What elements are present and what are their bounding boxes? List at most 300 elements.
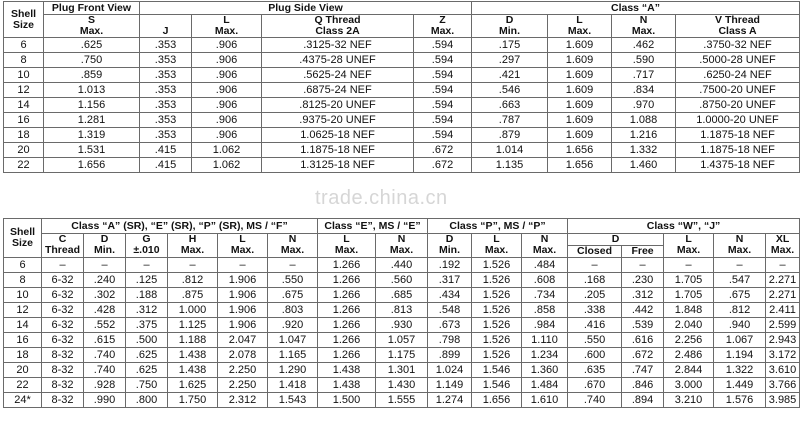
- table-cell: 2.040: [664, 318, 714, 333]
- table-cell: 1.281: [44, 113, 140, 128]
- table-cell: .3750-32 NEF: [676, 38, 800, 53]
- table-cell: 8-32: [42, 393, 84, 408]
- table-cell: .812: [168, 273, 218, 288]
- table2-col-header: N Max.: [268, 234, 318, 258]
- table-cell: .6250-24 NEF: [676, 68, 800, 83]
- table-cell: .353: [140, 113, 192, 128]
- table2-col-header: N Max.: [522, 234, 568, 258]
- table-cell: .734: [522, 288, 568, 303]
- table-cell: 1.906: [218, 273, 268, 288]
- table-cell: 3.985: [766, 393, 800, 408]
- table-row: [4, 318, 800, 333]
- table1-body: [4, 38, 800, 173]
- table-cell: .930: [376, 318, 428, 333]
- table-cell: .984: [522, 318, 568, 333]
- table-cell: .928: [84, 378, 126, 393]
- table-cell: 1.156: [44, 98, 140, 113]
- table-cell: 2.411: [766, 303, 800, 318]
- table-cell: .421: [472, 68, 548, 83]
- table-cell: 1.322: [714, 363, 766, 378]
- table-cell: 1.438: [318, 378, 376, 393]
- table-cell: .625: [44, 38, 140, 53]
- table-cell: –: [766, 258, 800, 273]
- table-cell: .546: [472, 83, 548, 98]
- table-cell: 3.172: [766, 348, 800, 363]
- table-cell: .970: [612, 98, 676, 113]
- table-cell: –: [126, 258, 168, 273]
- table-cell: .8125-20 UNEF: [262, 98, 414, 113]
- table-cell: .920: [268, 318, 318, 333]
- table-cell: 1.656: [44, 158, 140, 173]
- table-cell: .990: [84, 393, 126, 408]
- table-cell: .675: [714, 288, 766, 303]
- table-cell: 1.609: [548, 128, 612, 143]
- table-cell: 1.301: [376, 363, 428, 378]
- table-cell: 2.250: [218, 378, 268, 393]
- table2-col-header: L Max.: [218, 234, 268, 258]
- table-cell: 1.165: [268, 348, 318, 363]
- table-cell: 1.024: [428, 363, 472, 378]
- table-cell: 1.266: [318, 258, 376, 273]
- table-cell: .175: [472, 38, 548, 53]
- table-cell: .125: [126, 273, 168, 288]
- table-cell: –: [664, 258, 714, 273]
- table2-col-header: N Max.: [376, 234, 428, 258]
- table-cell: .740: [84, 348, 126, 363]
- table-cell: 14: [4, 318, 42, 333]
- table-cell: .803: [268, 303, 318, 318]
- table-cell: 1.266: [318, 288, 376, 303]
- table-row: [4, 128, 800, 143]
- table-cell: 22: [4, 158, 44, 173]
- table2-body: [4, 258, 800, 408]
- table-cell: .3125-32 NEF: [262, 38, 414, 53]
- table-cell: .635: [568, 363, 622, 378]
- table-cell: 1.175: [376, 348, 428, 363]
- table2-col-header: XL Max.: [766, 234, 800, 258]
- table-cell: –: [568, 258, 622, 273]
- table-cell: .5625-24 NEF: [262, 68, 414, 83]
- table-cell: 1.319: [44, 128, 140, 143]
- table-cell: .594: [414, 68, 472, 83]
- table-cell: 1.546: [472, 378, 522, 393]
- table1-col-header: L Max.: [192, 15, 262, 38]
- table-cell: .539: [622, 318, 664, 333]
- table-row: [4, 288, 800, 303]
- table-cell: 1.062: [192, 158, 262, 173]
- table-cell: .415: [140, 158, 192, 173]
- table-cell: .859: [44, 68, 140, 83]
- table-cell: 2.078: [218, 348, 268, 363]
- table-cell: .590: [612, 53, 676, 68]
- table-cell: .353: [140, 53, 192, 68]
- table-cell: 1.274: [428, 393, 472, 408]
- table-cell: 2.047: [218, 333, 268, 348]
- table-cell: 1.609: [548, 98, 612, 113]
- table-cell: .338: [568, 303, 622, 318]
- table-row: [4, 83, 800, 98]
- table-cell: 2.486: [664, 348, 714, 363]
- table-cell: .428: [84, 303, 126, 318]
- table-cell: 1.014: [472, 143, 548, 158]
- table-cell: 1.013: [44, 83, 140, 98]
- table-cell: 1.438: [168, 348, 218, 363]
- table-cell: 24*: [4, 393, 42, 408]
- table-cell: .415: [140, 143, 192, 158]
- table1-col-header: L Max.: [548, 15, 612, 38]
- table-row: [4, 333, 800, 348]
- table-cell: 1.460: [612, 158, 676, 173]
- table-cell: 1.750: [168, 393, 218, 408]
- table-cell: 2.943: [766, 333, 800, 348]
- table-cell: .550: [268, 273, 318, 288]
- table-cell: 1.656: [472, 393, 522, 408]
- table-cell: .312: [126, 303, 168, 318]
- table-cell: –: [268, 258, 318, 273]
- table-cell: –: [168, 258, 218, 273]
- table1-col-header: S Max.: [44, 15, 140, 38]
- table-cell: .442: [622, 303, 664, 318]
- table-cell: .750: [44, 53, 140, 68]
- table-cell: 12: [4, 83, 44, 98]
- table2-col-header: Free: [622, 246, 664, 258]
- table-row: [4, 38, 800, 53]
- table-cell: .353: [140, 68, 192, 83]
- table-cell: .560: [376, 273, 428, 288]
- table-cell: 1.1875-18 NEF: [676, 143, 800, 158]
- table-cell: .906: [192, 53, 262, 68]
- table-cell: 1.418: [268, 378, 318, 393]
- table-cell: 6: [4, 258, 42, 273]
- table2-col-header: G ±.010: [126, 234, 168, 258]
- table-row: [4, 363, 800, 378]
- table-cell: 1.656: [548, 158, 612, 173]
- table-cell: 2.271: [766, 288, 800, 303]
- table-cell: .740: [568, 393, 622, 408]
- table-cell: 1.266: [318, 348, 376, 363]
- table-cell: 1.625: [168, 378, 218, 393]
- table-cell: .594: [414, 128, 472, 143]
- table-cell: 1.531: [44, 143, 140, 158]
- table1-column-header-row: [4, 15, 800, 38]
- table-cell: .906: [192, 38, 262, 53]
- table-row: [4, 393, 800, 408]
- table-cell: .879: [472, 128, 548, 143]
- table-cell: 1.555: [376, 393, 428, 408]
- table-cell: 1.360: [522, 363, 568, 378]
- table-cell: .188: [126, 288, 168, 303]
- table-cell: 18: [4, 128, 44, 143]
- table-cell: 1.609: [548, 83, 612, 98]
- table-cell: .940: [714, 318, 766, 333]
- table-cell: 10: [4, 288, 42, 303]
- table-cell: 1.526: [472, 258, 522, 273]
- table-cell: .550: [568, 333, 622, 348]
- table2-group-class-w-j: Class “W”, “J”: [568, 219, 800, 234]
- table-cell: 1.848: [664, 303, 714, 318]
- table-cell: .416: [568, 318, 622, 333]
- table-cell: 1.088: [612, 113, 676, 128]
- table-cell: 1.609: [548, 38, 612, 53]
- table-cell: .297: [472, 53, 548, 68]
- table-cell: .672: [622, 348, 664, 363]
- table-cell: .608: [522, 273, 568, 288]
- table-cell: .375: [126, 318, 168, 333]
- table-cell: 1.906: [218, 318, 268, 333]
- table-row: [4, 158, 800, 173]
- table-cell: 1.609: [548, 113, 612, 128]
- table-cell: .434: [428, 288, 472, 303]
- table-cell: 6-32: [42, 288, 84, 303]
- table-cell: 3.000: [664, 378, 714, 393]
- table1-group-class-a: Class “A”: [472, 2, 800, 15]
- table1-col-header: J: [140, 15, 192, 38]
- table-cell: .787: [472, 113, 548, 128]
- table-cell: 8: [4, 53, 44, 68]
- table-cell: .717: [612, 68, 676, 83]
- table-cell: 1.449: [714, 378, 766, 393]
- table-cell: 1.266: [318, 303, 376, 318]
- table-cell: 2.599: [766, 318, 800, 333]
- table-cell: 2.256: [664, 333, 714, 348]
- table-cell: .813: [376, 303, 428, 318]
- table-cell: 1.906: [218, 288, 268, 303]
- table-cell: .906: [192, 98, 262, 113]
- table-cell: 1.705: [664, 288, 714, 303]
- table-cell: .353: [140, 98, 192, 113]
- table-cell: 20: [4, 363, 42, 378]
- table1-col-header: Z Max.: [414, 15, 472, 38]
- table-row: [4, 273, 800, 288]
- table2-col-header: D Min.: [428, 234, 472, 258]
- table-cell: 2.312: [218, 393, 268, 408]
- table-cell: 3.766: [766, 378, 800, 393]
- table-cell: 3.610: [766, 363, 800, 378]
- table-cell: 1.526: [472, 303, 522, 318]
- table-cell: .672: [414, 158, 472, 173]
- table-cell: .906: [192, 83, 262, 98]
- table-cell: 22: [4, 378, 42, 393]
- table-cell: 1.526: [472, 288, 522, 303]
- table1-group-plug-front-view: Plug Front View: [44, 2, 140, 15]
- table-cell: 1.4375-18 NEF: [676, 158, 800, 173]
- table-cell: .875: [168, 288, 218, 303]
- table2-group-class-p: Class “P”, MS / “P”: [428, 219, 568, 234]
- table-cell: 1.266: [318, 333, 376, 348]
- table-cell: 1.135: [472, 158, 548, 173]
- table-row: [4, 258, 800, 273]
- table-cell: 1.000: [168, 303, 218, 318]
- table-cell: 1.149: [428, 378, 472, 393]
- table-cell: –: [42, 258, 84, 273]
- table-cell: .740: [84, 363, 126, 378]
- table2-col-header: Closed: [568, 246, 622, 258]
- table-cell: 1.546: [472, 363, 522, 378]
- table-cell: .625: [126, 363, 168, 378]
- table-cell: 1.234: [522, 348, 568, 363]
- table-row: [4, 348, 800, 363]
- table2-col-header: H Max.: [168, 234, 218, 258]
- table-cell: 8-32: [42, 348, 84, 363]
- table-cell: .670: [568, 378, 622, 393]
- table-cell: 1.526: [472, 333, 522, 348]
- table2-group-class-e: Class “E”, MS / “E”: [318, 219, 428, 234]
- table-cell: .673: [428, 318, 472, 333]
- table-cell: 6-32: [42, 303, 84, 318]
- table-row: [4, 303, 800, 318]
- table-cell: 1.332: [612, 143, 676, 158]
- table-cell: 1.047: [268, 333, 318, 348]
- table-cell: 1.609: [548, 68, 612, 83]
- table-cell: .4375-28 UNEF: [262, 53, 414, 68]
- table1-col-header: Q Thread Class 2A: [262, 15, 414, 38]
- table-cell: .663: [472, 98, 548, 113]
- table2-col-header: D Min.: [84, 234, 126, 258]
- table-cell: 14: [4, 98, 44, 113]
- table-cell: .240: [84, 273, 126, 288]
- table-cell: –: [84, 258, 126, 273]
- table-cell: .615: [84, 333, 126, 348]
- table-cell: .6875-24 NEF: [262, 83, 414, 98]
- table-cell: 1.500: [318, 393, 376, 408]
- table-cell: .594: [414, 38, 472, 53]
- table-cell: 6: [4, 38, 44, 53]
- table-cell: .462: [612, 38, 676, 53]
- table-cell: 1.438: [318, 363, 376, 378]
- table-cell: –: [714, 258, 766, 273]
- table-cell: 1.0625-18 NEF: [262, 128, 414, 143]
- table-cell: 1.656: [548, 143, 612, 158]
- table-cell: .906: [192, 128, 262, 143]
- table-cell: 1.110: [522, 333, 568, 348]
- table-cell: .440: [376, 258, 428, 273]
- table-cell: .594: [414, 113, 472, 128]
- table2-column-header-row-1: [4, 234, 800, 246]
- table2-group-header-row: [4, 219, 800, 234]
- table-cell: 1.1875-18 NEF: [262, 143, 414, 158]
- table-cell: .302: [84, 288, 126, 303]
- table-cell: 1.484: [522, 378, 568, 393]
- table-cell: .5000-28 UNEF: [676, 53, 800, 68]
- table-cell: .800: [126, 393, 168, 408]
- table-cell: 1.0000-20 UNEF: [676, 113, 800, 128]
- table-cell: .899: [428, 348, 472, 363]
- table-cell: 2.844: [664, 363, 714, 378]
- table-cell: 1.188: [168, 333, 218, 348]
- table-cell: 8-32: [42, 378, 84, 393]
- table-cell: .205: [568, 288, 622, 303]
- table-row: [4, 143, 800, 158]
- table2-col-header: L Max.: [664, 234, 714, 258]
- table-row: [4, 53, 800, 68]
- table-cell: 20: [4, 143, 44, 158]
- table-cell: 1.543: [268, 393, 318, 408]
- watermark: trade.china.cn: [315, 187, 448, 209]
- table-cell: .500: [126, 333, 168, 348]
- table-cell: .616: [622, 333, 664, 348]
- table-cell: 2.271: [766, 273, 800, 288]
- table2-col-header: L Max.: [318, 234, 376, 258]
- table-cell: .685: [376, 288, 428, 303]
- table-cell: 1.705: [664, 273, 714, 288]
- table-cell: .168: [568, 273, 622, 288]
- table-row: [4, 98, 800, 113]
- table-cell: .625: [126, 348, 168, 363]
- table-cell: .747: [622, 363, 664, 378]
- table-cell: 3.210: [664, 393, 714, 408]
- table-cell: .548: [428, 303, 472, 318]
- table1-col-header: N Max.: [612, 15, 676, 38]
- table-cell: .192: [428, 258, 472, 273]
- table1-col-header: D Min.: [472, 15, 548, 38]
- table-cell: –: [622, 258, 664, 273]
- table-cell: .230: [622, 273, 664, 288]
- table-cell: .353: [140, 128, 192, 143]
- plug-dimensions-table: [3, 1, 800, 173]
- table-cell: .594: [414, 53, 472, 68]
- table-cell: 1.266: [318, 318, 376, 333]
- table2-col-header: L Max.: [472, 234, 522, 258]
- table2-group-class-a-sr: Class “A” (SR), “E” (SR), “P” (SR), MS / “F”: [42, 219, 318, 234]
- table2-col-header: C Thread: [42, 234, 84, 258]
- table-cell: 16: [4, 333, 42, 348]
- table2-shell-size-header: Shell Size: [4, 219, 42, 258]
- table-cell: 1.3125-18 NEF: [262, 158, 414, 173]
- table-cell: 1.057: [376, 333, 428, 348]
- table1-group-plug-side-view: Plug Side View: [140, 2, 472, 15]
- table-cell: 1.526: [472, 318, 522, 333]
- table-cell: .8750-20 UNEF: [676, 98, 800, 113]
- table-cell: .9375-20 UNEF: [262, 113, 414, 128]
- table-cell: .834: [612, 83, 676, 98]
- receptacle-dimensions-table: [3, 218, 800, 408]
- table-cell: .894: [622, 393, 664, 408]
- table1-col-header: V Thread Class A: [676, 15, 800, 38]
- table-cell: .600: [568, 348, 622, 363]
- table-cell: 16: [4, 113, 44, 128]
- table-cell: 2.250: [218, 363, 268, 378]
- table-cell: .317: [428, 273, 472, 288]
- table-cell: 1.125: [168, 318, 218, 333]
- table-cell: .846: [622, 378, 664, 393]
- table-cell: 1.576: [714, 393, 766, 408]
- table-cell: 10: [4, 68, 44, 83]
- table-cell: .312: [622, 288, 664, 303]
- table-cell: 1.438: [168, 363, 218, 378]
- table-cell: 6-32: [42, 273, 84, 288]
- table1-shell-size-header: Shell Size: [4, 2, 44, 38]
- table-cell: .812: [714, 303, 766, 318]
- table-cell: .484: [522, 258, 568, 273]
- table-cell: 8-32: [42, 363, 84, 378]
- table-cell: .750: [126, 378, 168, 393]
- table-cell: .594: [414, 98, 472, 113]
- table-cell: 1.906: [218, 303, 268, 318]
- table2-d-group-header: D: [568, 234, 664, 246]
- table-cell: 1.067: [714, 333, 766, 348]
- table-cell: 6-32: [42, 318, 84, 333]
- table2-col-header: N Max.: [714, 234, 766, 258]
- table-row: [4, 68, 800, 83]
- table1-group-header-row: [4, 2, 800, 15]
- table-cell: 6-32: [42, 333, 84, 348]
- table-cell: .353: [140, 38, 192, 53]
- table-cell: –: [218, 258, 268, 273]
- table-row: [4, 113, 800, 128]
- table-cell: 12: [4, 303, 42, 318]
- table-cell: 1.526: [472, 348, 522, 363]
- table-cell: 1.062: [192, 143, 262, 158]
